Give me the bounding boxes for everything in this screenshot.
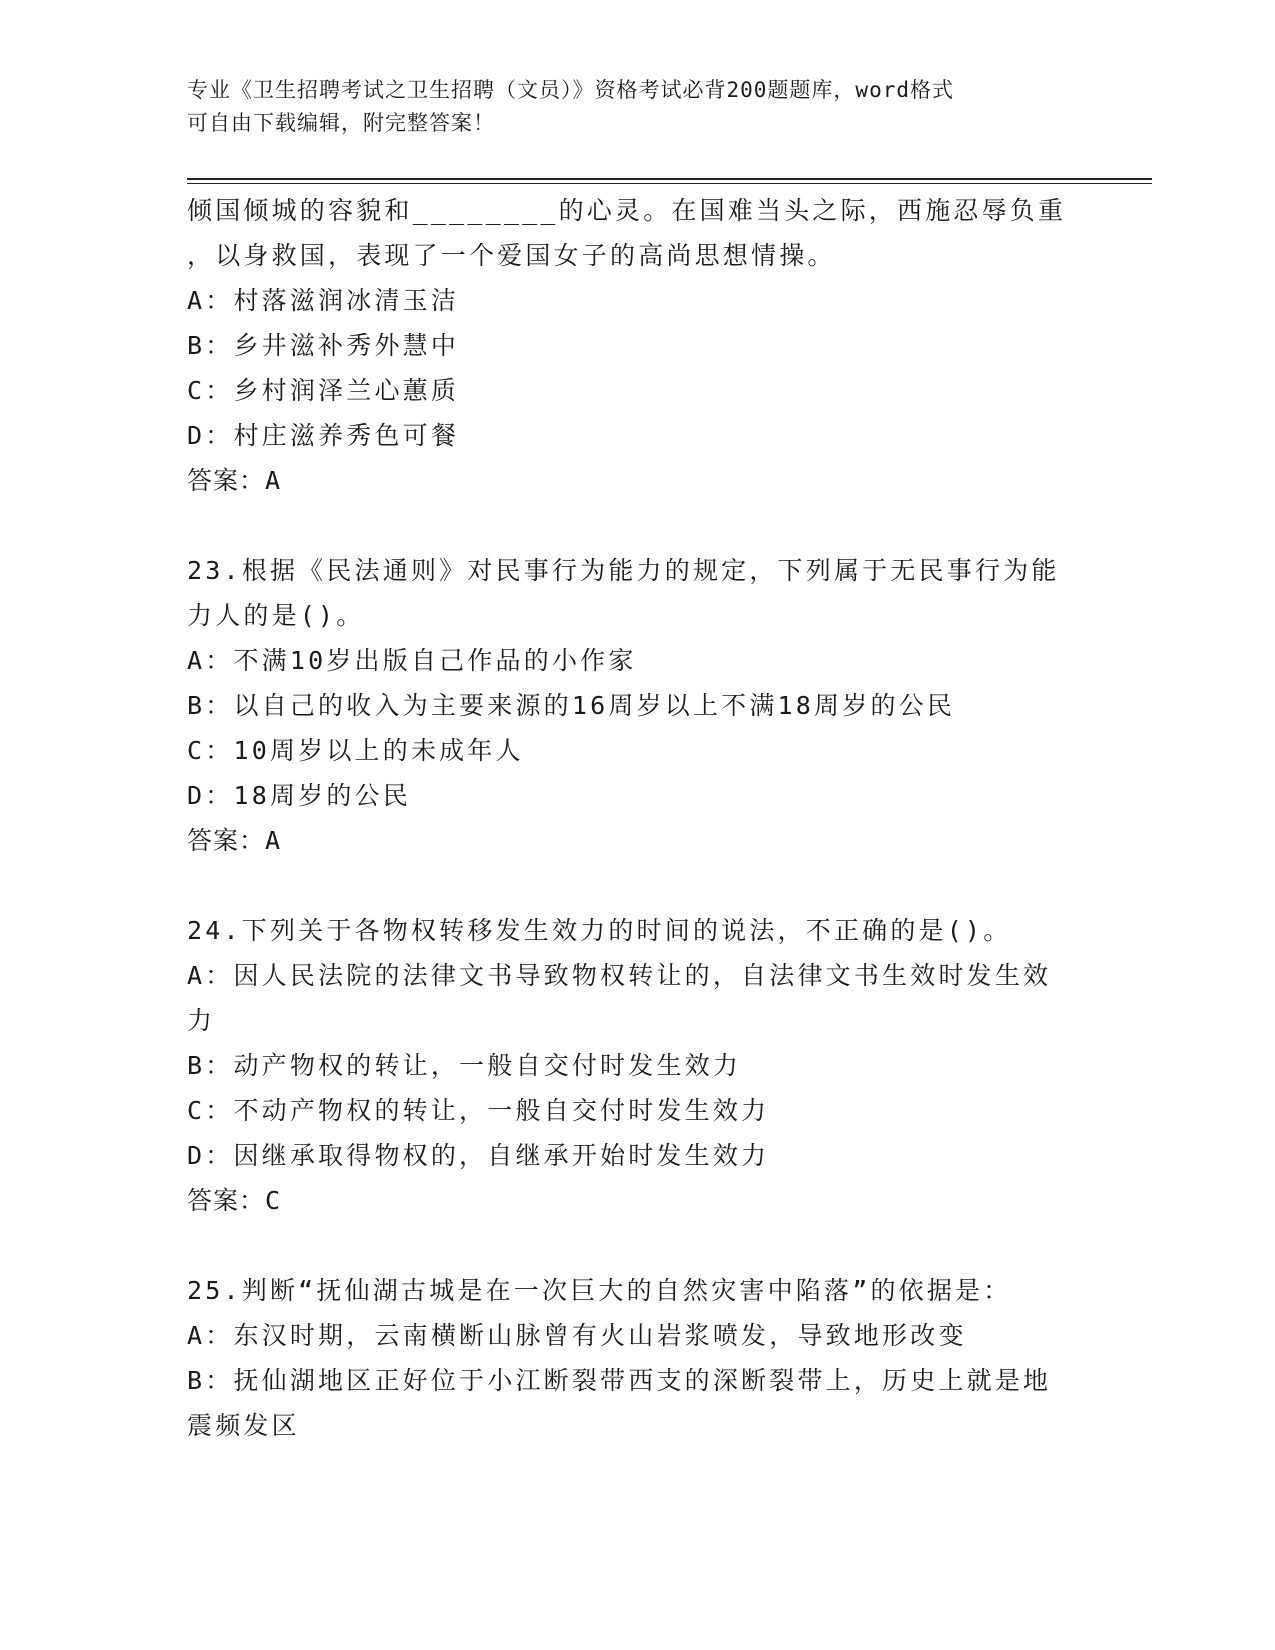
answer: 答案：A xyxy=(187,826,282,855)
question-stem: 23.根据《民法通则》对民事行为能力的规定，下列属于无民事行为能 xyxy=(187,556,1060,585)
question-stem: ，以身救国，表现了一个爱国女子的高尚思想情操。 xyxy=(187,241,836,270)
option-a: A：不满10岁出版自己作品的小作家 xyxy=(187,646,637,675)
header-rule-thick xyxy=(187,178,1152,180)
question-list xyxy=(187,188,1087,1448)
answer: 答案：C xyxy=(187,1186,282,1215)
spacer xyxy=(187,863,1087,908)
answer: 答案：A xyxy=(187,466,282,495)
option-d: D：18周岁的公民 xyxy=(187,781,411,810)
question-stem: 倾国倾城的容貌和________的心灵。在国难当头之际，西施忍辱负重 xyxy=(187,196,1067,225)
question-24 xyxy=(187,908,1087,1223)
option-b: B：乡井滋补秀外慧中 xyxy=(187,331,460,360)
question-22 xyxy=(187,188,1087,503)
option-a: A：村落滋润冰清玉洁 xyxy=(187,286,460,315)
option-c: C：乡村润泽兰心蕙质 xyxy=(187,376,460,405)
header-rule-thin xyxy=(187,183,1152,184)
option-d: D：村庄滋养秀色可餐 xyxy=(187,421,460,450)
option-b: B：动产物权的转让，一般自交付时发生效力 xyxy=(187,1051,742,1080)
option-c: C：10周岁以上的未成年人 xyxy=(187,736,524,765)
option-b-continued: 震频发区 xyxy=(187,1411,300,1440)
page-header xyxy=(187,74,1087,140)
question-25 xyxy=(187,1268,1087,1448)
spacer xyxy=(187,1223,1087,1268)
question-stem: 力人的是()。 xyxy=(187,601,365,630)
option-b: B：抚仙湖地区正好位于小江断裂带西支的深断裂带上，历史上就是地 xyxy=(187,1366,1052,1395)
question-23 xyxy=(187,548,1087,863)
option-c: C：不动产物权的转让，一般自交付时发生效力 xyxy=(187,1096,770,1125)
header-line-2: 可自由下载编辑，附完整答案！ xyxy=(187,111,495,135)
option-a: A：东汉时期，云南横断山脉曾有火山岩浆喷发，导致地形改变 xyxy=(187,1321,967,1350)
question-stem: 24.下列关于各物权转移发生效力的时间的说法，不正确的是()。 xyxy=(187,916,1012,945)
option-d: D：因继承取得物权的，自继承开始时发生效力 xyxy=(187,1141,770,1170)
option-a-continued: 力 xyxy=(187,1006,216,1035)
option-a: A：因人民法院的法律文书导致物权转让的，自法律文书生效时发生效 xyxy=(187,961,1052,990)
spacer xyxy=(187,503,1087,548)
header-line-1: 专业《卫生招聘考试之卫生招聘（文员）》资格考试必背200题题库，word格式 xyxy=(187,78,954,102)
question-stem: 25.判断“抚仙湖古城是在一次巨大的自然灾害中陷落”的依据是： xyxy=(187,1276,1012,1305)
option-b: B：以自己的收入为主要来源的16周岁以上不满18周岁的公民 xyxy=(187,691,956,720)
